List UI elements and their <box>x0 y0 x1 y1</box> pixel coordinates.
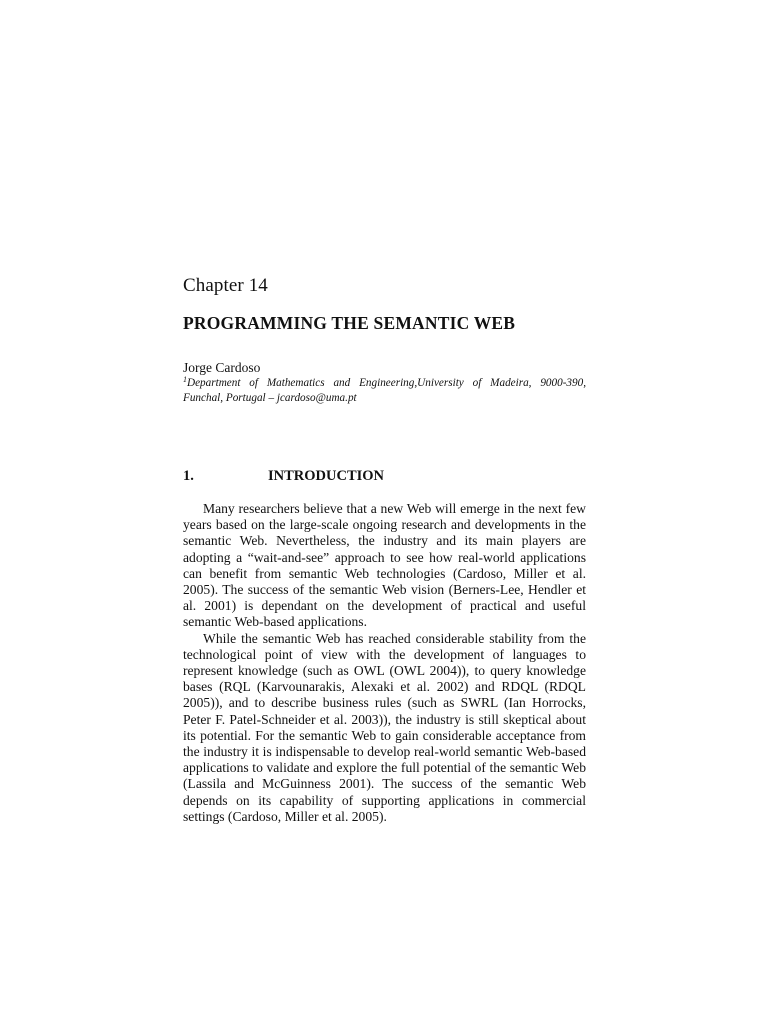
affiliation-marker: 1 <box>183 375 187 384</box>
paragraph-stability: While the semantic Web has reached considerable stability from the technological point of view with the development of languages to represent knowledge (such as OWL (OWL 2004)), to query knowledge bases (RQL (Karvounarakis, Alexaki et al. 2002) and RDQL (RDQL 2005)), and to describe business rules (such as SWRL (Ian Horrocks, Peter F. Patel-Schneider et al. 2003)), the industry is still skeptical about its potential. For the semantic Web to gain considerable acceptance from the industry it is indispensable to develop real-world semantic Web-based applications to validate and explore the full potential of the semantic Web (Lassila and McGuinness 2001). The success of the semantic Web depends on its capability of supporting applications in commercial settings (Cardoso, Miller et al. 2005). <box>183 630 586 824</box>
paragraph-intro: Many researchers believe that a new Web will emerge in the next few years based on the large-scale ongoing research and developments in the semantic Web. Nevertheless, the industry and its main players are adopting a “wait-and-see” approach to see how real-world applications can benefit from semantic Web technologies (Cardoso, Miller et al. 2005). The success of the semantic Web vision (Berners-Lee, Hendler et al. 2001) is dependant on the development of practical and useful semantic Web-based applications. <box>183 501 586 630</box>
affiliation-text: Department of Mathematics and Engineering,University of Madeira, 9000-390, Funchal, Portugal – jcardoso@uma.pt <box>183 377 586 404</box>
section-body <box>183 501 586 825</box>
chapter-label: Chapter 14 <box>183 275 268 296</box>
author-affiliation <box>183 376 586 406</box>
section-heading <box>183 468 384 485</box>
section-title: INTRODUCTION <box>268 468 385 484</box>
author-name: Jorge Cardoso <box>183 360 261 375</box>
section-number: 1. <box>183 468 194 484</box>
chapter-title: PROGRAMMING THE SEMANTIC WEB <box>183 313 516 333</box>
